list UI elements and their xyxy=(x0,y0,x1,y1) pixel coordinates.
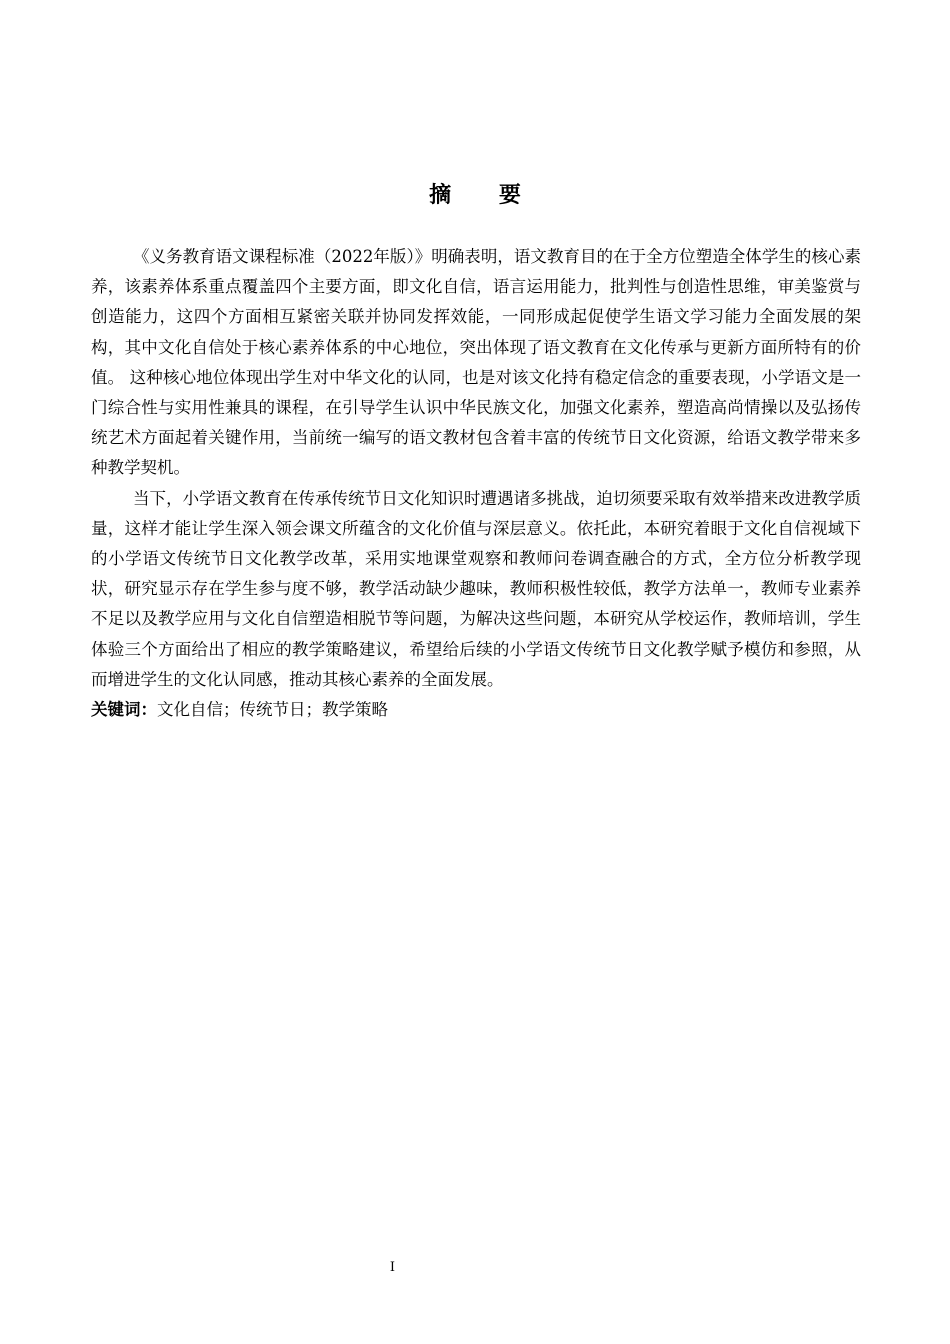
abstract-paragraph-2: 当下，小学语文教育在传承传统节日文化知识时遭遇诸多挑战，迫切须要采取有效举措来改进教学质量，这样才能让学生深入领会课文所蕴含的文化价值与深层意义。依托此，本研究着眼于文化自信视域下的小学语文传统节日文化教学改革，采用实地课堂观察和教师问卷调查融合的方式，全方位分析教学现状，研究显示存在学生参与度不够，教学活动缺少趣味，教师积极性较低，教学方法单一，教师专业素养不足以及教学应用与文化自信塑造相脱节等问题，为解决这些问题，本研究从学校运作，教师培训，学生体验三个方面给出了相应的教学策略建议，希望给后续的小学语文传统节日文化教学赋予模仿和参照，从而增进学生的文化认同感，推动其核心素养的全面发展。 xyxy=(91,488,861,689)
keywords-line xyxy=(91,695,861,725)
page-number: I xyxy=(389,1260,396,1275)
keywords-value: 文化自信；传统节日；教学策略 xyxy=(157,700,388,720)
keywords-label: 关键词： xyxy=(91,700,157,720)
abstract-title: 摘 要 xyxy=(429,183,541,208)
abstract-paragraph-1: 《义务教育语文课程标准（2022年版）》明确表明，语文教育目的在于全方位塑造全体学生的核心素养，该素养体系重点覆盖四个主要方面，即文化自信，语言运用能力，批判性与创造性思维，审美鉴赏与创造能力，这四个方面相互紧密关联并协同发挥效能，一同形成起促使学生语文学习能力全面发展的架构，其中文化自信处于核心素养体系的中心地位，突出体现了语文教育在文化传承与更新方面所特有的价值。 这种核心地位体现出学生对中华文化的认同，也是对该文化持有稳定信念的重要表现，小学语文是一门综合性与实用性兼具的课程，在引导学生认识中华民族文化，加强文化素养，塑造高尚情操以及弘扬传统艺术方面起着关键作用，当前统一编写的语文教材包含着丰富的传统节日文化资源，给语文教学带来多种教学契机。 xyxy=(91,247,861,478)
abstract-body xyxy=(91,242,861,725)
